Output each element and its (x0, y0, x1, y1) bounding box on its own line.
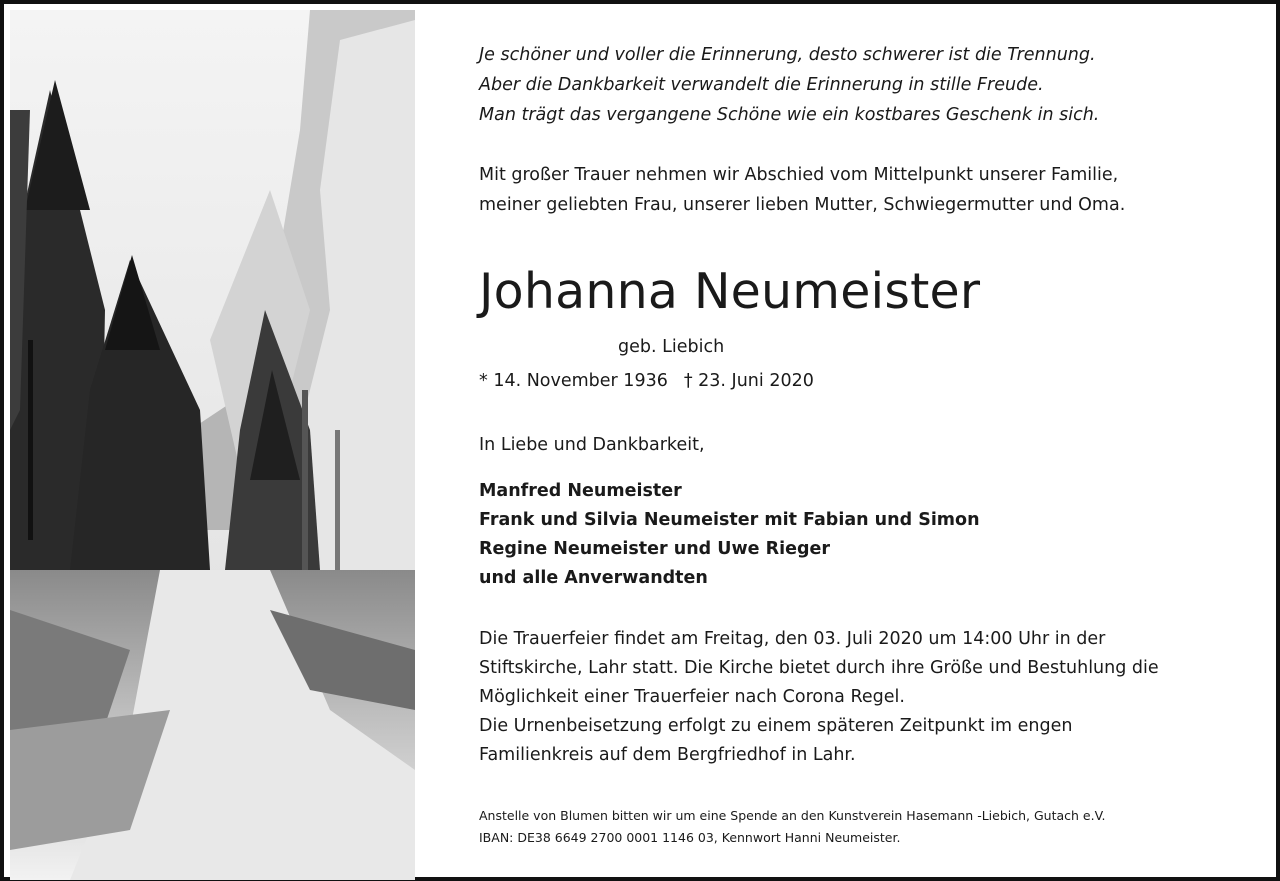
service-line: Die Urnenbeisetzung erfolgt zu einem späteren Zeitpunkt im engen (479, 716, 1073, 736)
mourner-line: Manfred Neumeister (479, 481, 682, 501)
life-dates (479, 368, 814, 394)
donation-note (479, 805, 1106, 849)
service-line: Die Trauerfeier findet am Freitag, den 03. Juli 2020 um 14:00 Uhr in der (479, 629, 1106, 649)
mourner-line: Regine Neumeister und Uwe Rieger (479, 539, 830, 559)
donation-line: IBAN: DE38 6649 2700 0001 1146 03, Kennwort Hanni Neumeister. (479, 830, 901, 845)
closing-greeting: In Liebe und Dankbarkeit, (479, 435, 705, 455)
deceased-name: Johanna Neumeister (479, 263, 981, 320)
quote-line: Aber die Dankbarkeit verwandelt die Erinnerung in stille Freude. (479, 75, 1044, 95)
quote-line: Man trägt das vergangene Schöne wie ein kostbares Geschenk in sich. (479, 105, 1100, 125)
intro-line: Mit großer Trauer nehmen wir Abschied vom Mittelpunkt unserer Familie, (479, 165, 1119, 185)
intro-line: meiner geliebten Frau, unserer lieben Mutter, Schwiegermutter und Oma. (479, 195, 1126, 215)
quote-line: Je schöner und voller die Erinnerung, desto schwerer ist die Trennung. (479, 45, 1096, 65)
mourner-line: und alle Anverwandten (479, 568, 708, 588)
donation-line: Anstelle von Blumen bitten wir um eine Spende an den Kunstverein Hasemann -Liebich, Gutach e.V. (479, 808, 1106, 823)
death-date: † 23. Juni 2020 (683, 371, 814, 391)
mourner-line: Frank und Silvia Neumeister mit Fabian und Simon (479, 510, 980, 530)
mourners-list (479, 477, 980, 593)
birth-date: * 14. November 1936 (479, 371, 668, 391)
maiden-name: geb. Liebich (618, 337, 725, 357)
service-line: Familienkreis auf dem Bergfriedhof in Lahr. (479, 745, 856, 765)
funeral-service-info (479, 625, 1159, 770)
memorial-quote (479, 40, 1099, 130)
farewell-intro (479, 160, 1125, 220)
service-line: Möglichkeit einer Trauerfeier nach Corona Regel. (479, 687, 905, 707)
service-line: Stiftskirche, Lahr statt. Die Kirche bietet durch ihre Größe und Bestuhlung die (479, 658, 1159, 678)
forest-path-photo (10, 10, 415, 880)
